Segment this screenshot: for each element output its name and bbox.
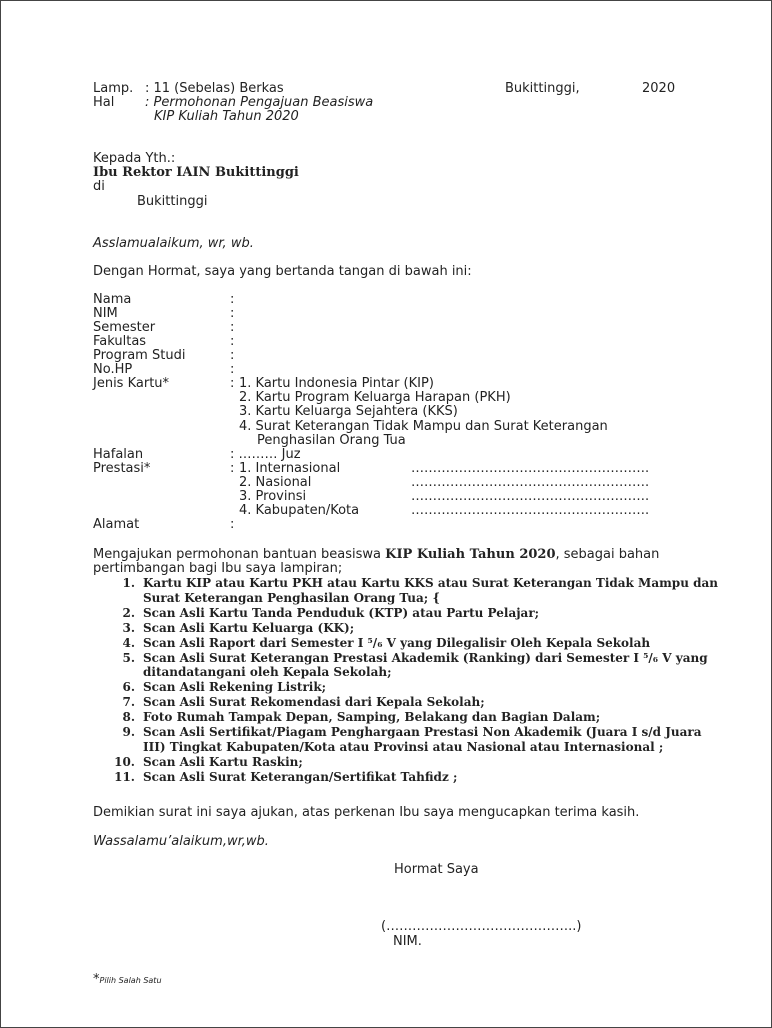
attachment-text: Scan Asli Surat Rekomendasi dari Kepala Sekolah; — [143, 695, 485, 710]
field-jenis-kartu-colon: : — [230, 376, 235, 391]
field-prodi-label: Program Studi — [93, 348, 186, 363]
attachment-number: 10. — [114, 754, 135, 769]
attachment-text: Surat Keterangan Penghasilan Orang Tua; { — [143, 590, 441, 605]
year: 2020 — [642, 81, 676, 96]
attachment-number: 11. — [114, 769, 135, 784]
attachment-text: Scan Asli Kartu Raskin; — [143, 754, 303, 769]
closing: Demikian surat ini saya ajukan, atas perkenan Ibu saya mengucapkan terima kasih. — [93, 805, 640, 820]
field-alamat-label: Alamat — [93, 517, 140, 532]
prestasi-dots: ………………………………………………. — [411, 461, 650, 476]
kartu-option: 4. Surat Keterangan Tidak Mampu dan Surat Keterangan — [239, 419, 608, 434]
place-date: Bukittinggi, — [505, 81, 580, 96]
attachment-text: Scan Asli Surat Keterangan/Sertifikat Tahfidz ; — [143, 769, 458, 784]
recipient-name: Ibu Rektor IAIN Bukittinggi — [93, 165, 299, 180]
attachment-text: ditandatangani oleh Kepala Sekolah; — [143, 665, 392, 680]
intro: Dengan Hormat, saya yang bertanda tangan di bawah ini: — [93, 264, 472, 279]
recipient-city: Bukittinggi — [137, 194, 208, 209]
attachment-number: 4. — [122, 635, 135, 650]
field-nim-label: NIM — [93, 306, 118, 321]
hal-line2: KIP Kuliah Tahun 2020 — [154, 109, 299, 124]
prestasi-option: 3. Provinsi — [239, 489, 307, 504]
request-line1-post: , sebagai bahan — [555, 547, 660, 562]
recipient-di: di — [93, 179, 105, 194]
request-line1-pre: Mengajukan permohonan bantuan beasiswa — [93, 547, 386, 562]
attachment-text: Scan Asli Kartu Keluarga (KK); — [143, 620, 355, 635]
kartu-option: 3. Kartu Keluarga Sejahtera (KKS) — [239, 404, 458, 419]
field-prestasi-label: Prestasi* — [93, 461, 151, 476]
attachment-text: Foto Rumah Tampak Depan, Samping, Belakang dan Bagian Dalam; — [143, 710, 601, 725]
attachment-number: 5. — [122, 650, 135, 665]
prestasi-dots: ………………………………………………. — [411, 503, 650, 518]
prestasi-dots: ………………………………………………. — [411, 489, 650, 504]
field-prodi-colon: : — [230, 348, 235, 363]
field-fakultas-label: Fakultas — [93, 334, 147, 349]
field-hafalan-label: Hafalan — [93, 447, 144, 462]
attachment-number: 8. — [122, 710, 135, 725]
footnote-star: * — [93, 972, 100, 987]
prestasi-option: 1. Internasional — [239, 461, 341, 476]
hal-line1: : Permohonan Pengajuan Beasiswa — [145, 95, 374, 110]
attachment-number: 1. — [122, 576, 135, 590]
attachment-number: 9. — [122, 725, 135, 739]
attachment-text: Scan Asli Sertifikat/Piagam Penghargaan Prestasi Non Akademik (Juara I s/d Juara — [143, 725, 702, 739]
kartu-option: 2. Kartu Program Keluarga Harapan (PKH) — [239, 390, 511, 405]
attachment-text: Kartu KIP atau Kartu PKH atau Kartu KKS atau Surat Keterangan Tidak Mampu dan — [143, 576, 718, 590]
attachment-number: 7. — [122, 695, 135, 710]
field-nohp-colon: : — [230, 362, 235, 377]
field-fakultas-colon: : — [230, 334, 235, 349]
field-semester-label: Semester — [93, 320, 156, 335]
field-alamat-colon: : — [230, 517, 235, 532]
wassalam: Wassalamu’alaikum,wr,wb. — [93, 834, 269, 849]
attachment-text: III) Tingkat Kabupaten/Kota atau Provinsi atau Nasional atau Internasional ; — [143, 739, 664, 754]
hal-label: Hal — [93, 95, 115, 110]
field-jenis-kartu-label: Jenis Kartu* — [93, 376, 170, 391]
prestasi-option: 2. Nasional — [239, 475, 312, 490]
footnote-text: Pilih Salah Satu — [99, 976, 162, 985]
field-prestasi-colon: : — [230, 461, 235, 476]
footnote — [93, 973, 162, 988]
attachment-text: Scan Asli Surat Keterangan Prestasi Akademik (Ranking) dari Semester I ⁵/₆ V yang — [143, 650, 708, 665]
attachment-text: Scan Asli Rekening Listrik; — [143, 680, 327, 695]
attachment-number: 6. — [122, 680, 135, 695]
field-nohp-label: No.HP — [93, 362, 133, 377]
field-nama-colon: : — [230, 292, 235, 307]
prestasi-dots: ………………………………………………. — [411, 475, 650, 490]
kartu-option-cont: Penghasilan Orang Tua — [257, 433, 406, 448]
hafalan-value: : ……… Juz — [230, 447, 301, 462]
field-nim-colon: : — [230, 306, 235, 321]
request-line1-bold: KIP Kuliah Tahun 2020 — [385, 547, 556, 562]
kartu-option: 1. Kartu Indonesia Pintar (KIP) — [239, 376, 434, 391]
attachment-number: 3. — [122, 620, 135, 635]
signature-name-line: (……………………………………..) — [381, 919, 582, 934]
lamp-value: : 11 (Sebelas) Berkas — [145, 81, 284, 96]
request-line2: pertimbangan bagi Ibu saya lampiran; — [93, 561, 343, 576]
lamp-label: Lamp. — [93, 81, 134, 96]
prestasi-option: 4. Kabupaten/Kota — [239, 503, 360, 518]
attachment-number: 2. — [122, 605, 135, 620]
recipient-greeting: Kepada Yth.: — [93, 151, 176, 166]
signature-nim: NIM. — [393, 934, 422, 949]
salam: Asslamualaikum, wr, wb. — [93, 236, 254, 251]
field-nama-label: Nama — [93, 292, 132, 307]
attachment-text: Scan Asli Kartu Tanda Penduduk (KTP) atau Partu Pelajar; — [143, 605, 540, 620]
attachment-text: Scan Asli Raport dari Semester I ⁵/₆ V yang Dilegalisir Oleh Kepala Sekolah — [143, 635, 651, 650]
request-line1 — [93, 548, 659, 562]
field-semester-colon: : — [230, 320, 235, 335]
signature-hormat: Hormat Saya — [394, 862, 479, 877]
